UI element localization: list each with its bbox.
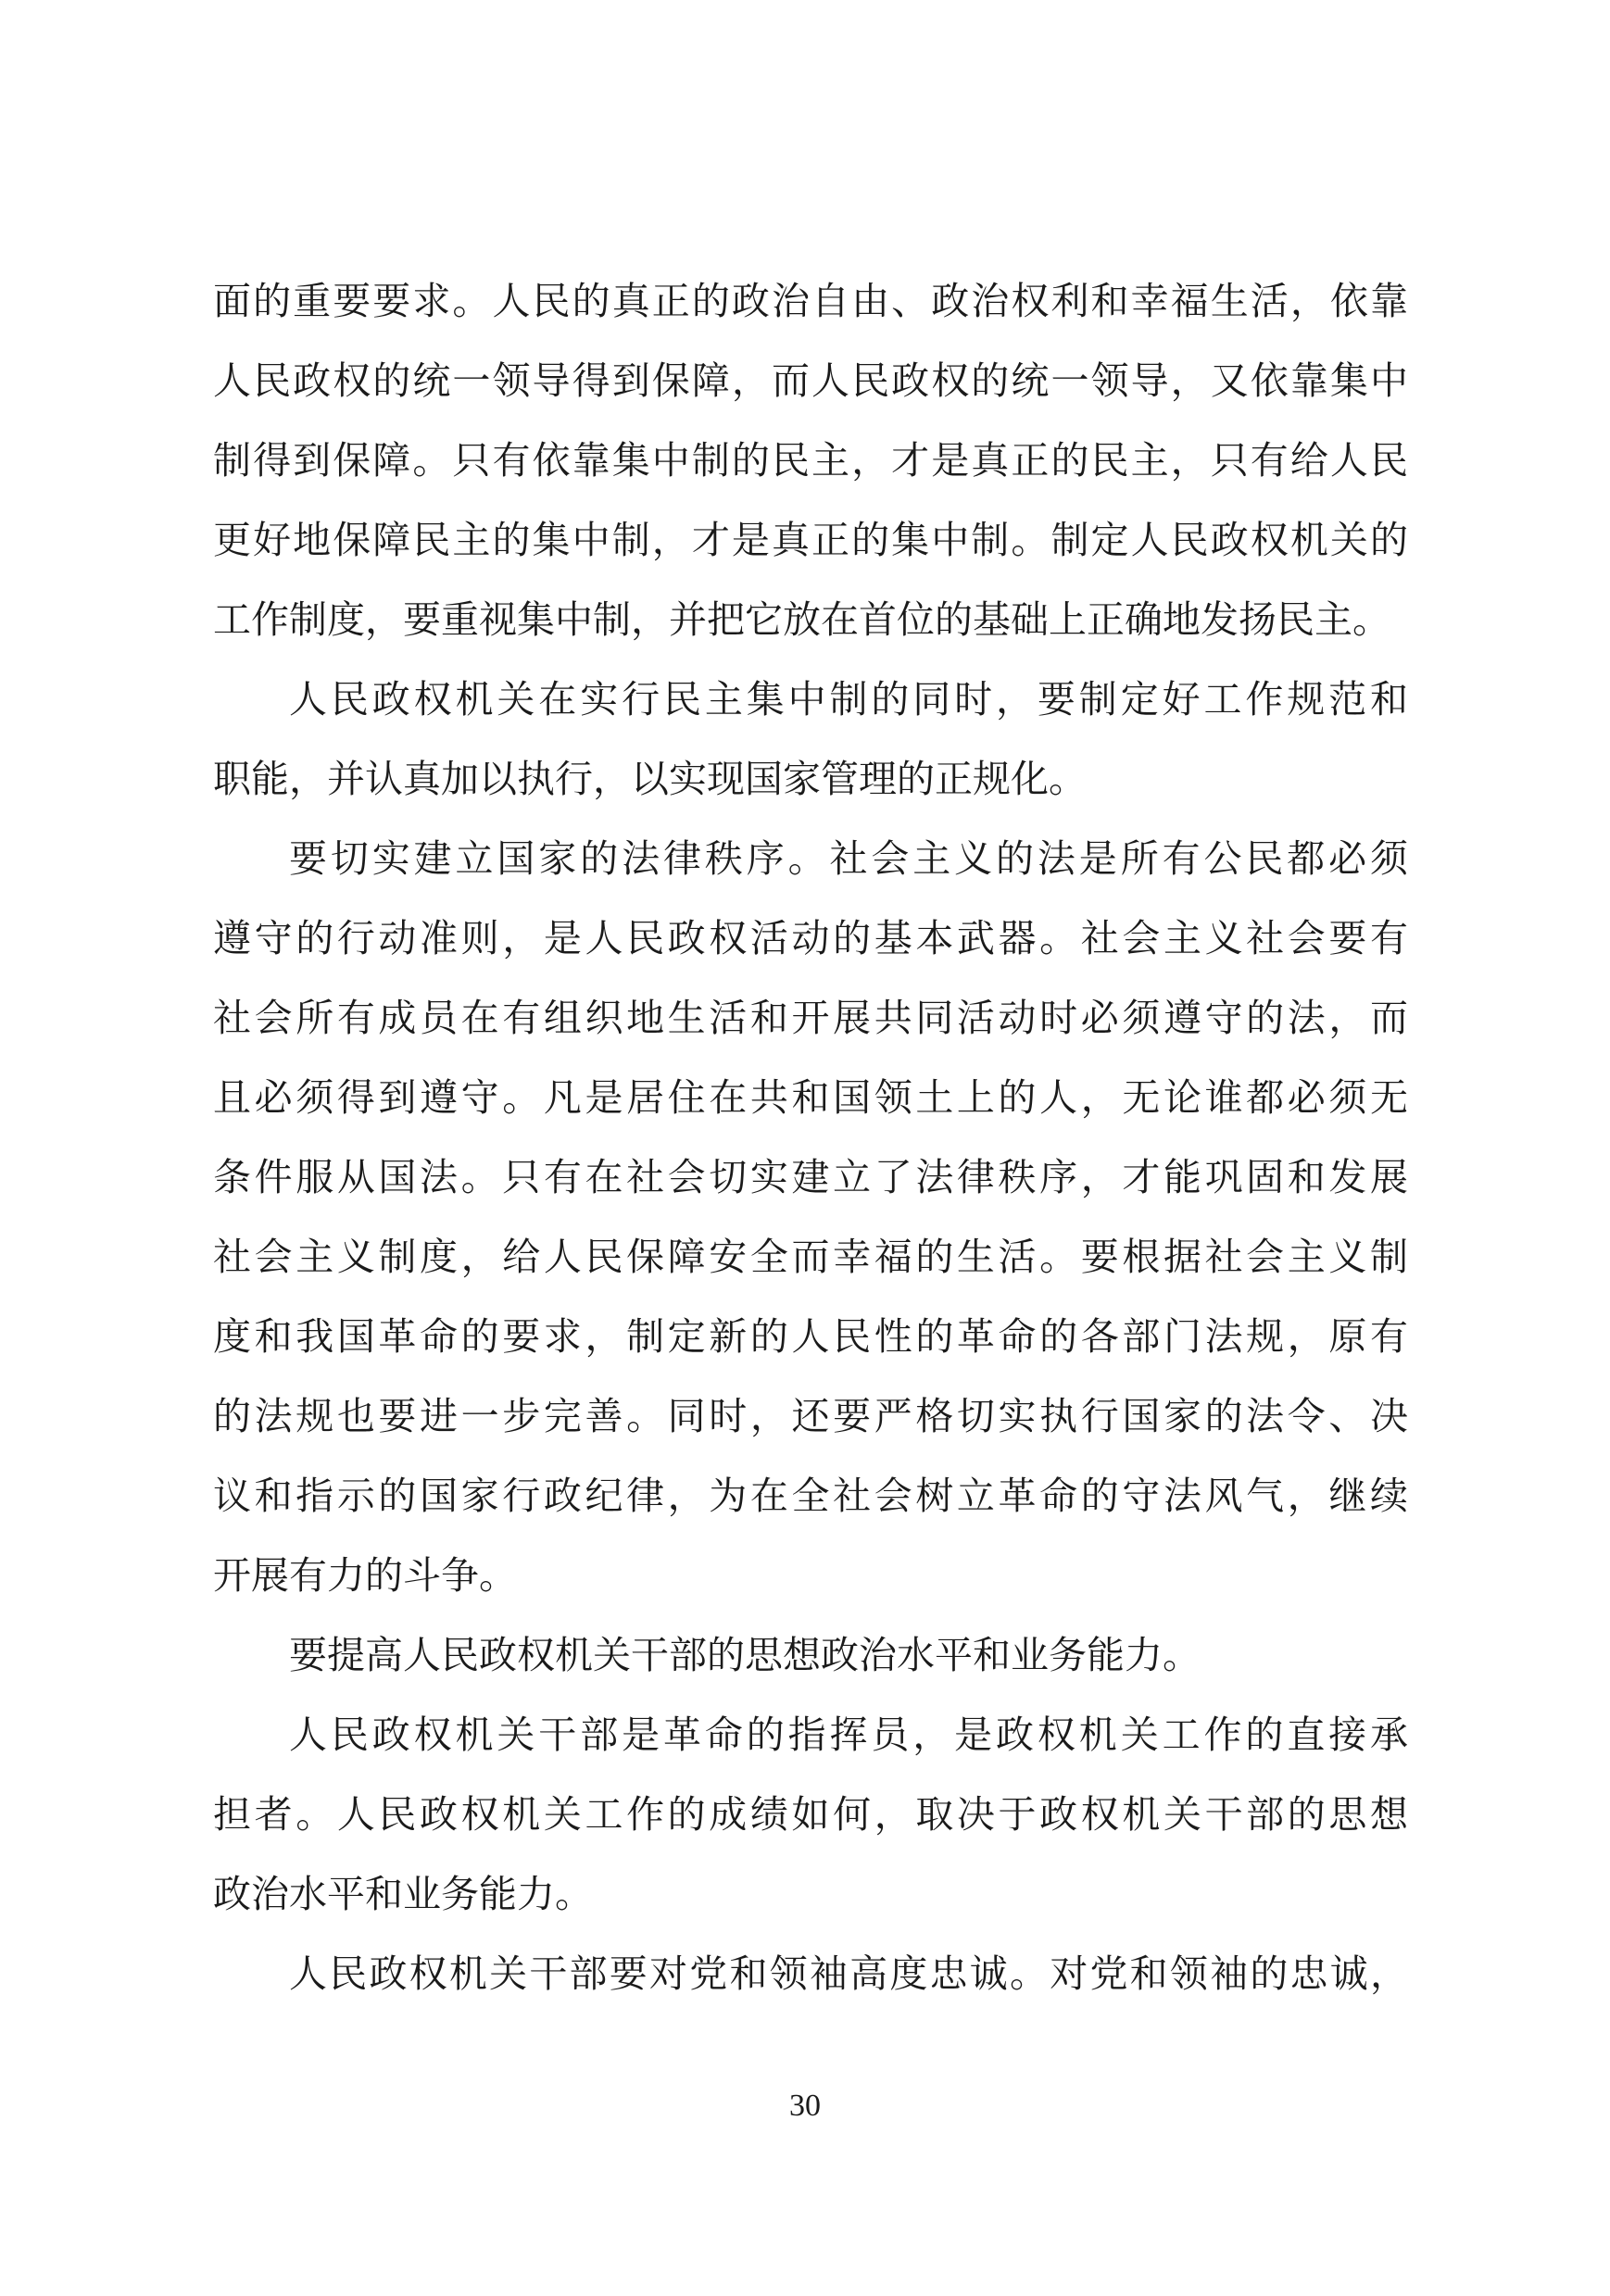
text-line: 面的重要要求。人民的真正的政治自由、政治权利和幸福生活，依靠: [213, 279, 1408, 323]
paragraph-start-line: 人民政权机关干部是革命的指挥员，是政权机关工作的直接承: [289, 1713, 1408, 1757]
text-line: 遵守的行动准则，是人民政权活动的基本武器。社会主义社会要有: [213, 916, 1408, 960]
text-line: 度和我国革命的要求，制定新的人民性的革命的各部门法规，原有: [213, 1314, 1408, 1359]
paragraph-start-line: 要提高人民政权机关干部的思想政治水平和业务能力。: [289, 1633, 1201, 1677]
text-line: 制得到保障。只有依靠集中制的民主，才是真正的民主，只有给人民: [213, 438, 1408, 483]
text-line: 人民政权的统一领导得到保障，而人民政权的统一领导，又依靠集中: [213, 358, 1408, 403]
paragraph-start-line: 人民政权机关在实行民主集中制的同时，要制定好工作规范和: [289, 677, 1408, 721]
text-line: 社会所有成员在有组织地生活和开展共同活动时必须遵守的法，而: [213, 996, 1408, 1040]
text-line: 社会主义制度，给人民保障安全而幸福的生活。要根据社会主义制: [213, 1235, 1408, 1279]
paragraph-start-line: 要切实建立国家的法律秩序。社会主义的法是所有公民都必须: [289, 836, 1408, 881]
text-line: 政治水平和业务能力。: [213, 1872, 593, 1916]
text-line: 且必须得到遵守。凡是居住在共和国领土上的人，无论谁都必须无: [213, 1075, 1408, 1120]
body-text: [213, 261, 1408, 2014]
text-line: 的法规也要进一步完善。同时，还要严格切实执行国家的法令、决: [213, 1394, 1408, 1438]
text-line: 职能，并认真加以执行，以实现国家管理的正规化。: [213, 757, 1087, 801]
text-line: 议和指示的国家行政纪律，为在全社会树立革命的守法风气，继续: [213, 1474, 1408, 1518]
paragraph-start-line: 人民政权机关干部要对党和领袖高度忠诚。对党和领袖的忠诚，: [289, 1951, 1408, 1996]
text-line: 条件服从国法。只有在社会切实建立了法律秩序，才能巩固和发展: [213, 1155, 1408, 1199]
text-line: 担者。人民政权机关工作的成绩如何，取决于政权机关干部的思想: [213, 1792, 1408, 1837]
text-line: 工作制度，要重视集中制，并把它放在首位的基础上正确地发扬民主。: [213, 597, 1390, 642]
text-line: 更好地保障民主的集中制，才是真正的集中制。制定人民政权机关的: [213, 518, 1408, 562]
text-line: 开展有力的斗争。: [213, 1553, 517, 1598]
page-number: 30: [789, 2089, 821, 2123]
